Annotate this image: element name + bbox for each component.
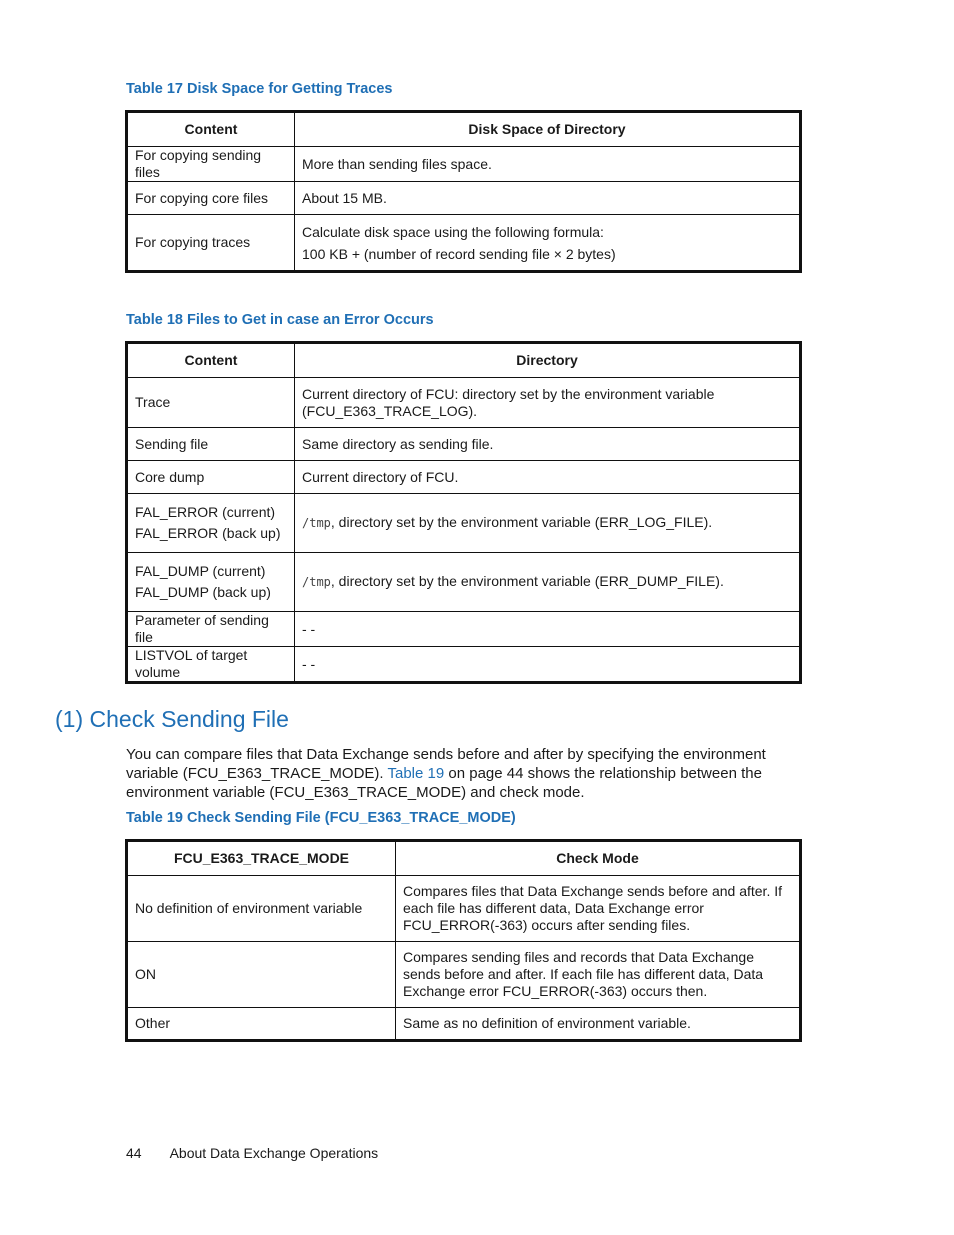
table-19 <box>125 839 802 1042</box>
content-line: FAL_ERROR (current) <box>135 504 276 520</box>
table-cell <box>295 612 801 647</box>
table-19-link[interactable]: Table 19 <box>387 765 445 782</box>
table-row <box>127 876 801 942</box>
directory-text: - - <box>302 655 316 672</box>
column-header: FCU_E363_TRACE_MODE <box>127 841 396 876</box>
table-cell <box>295 461 801 494</box>
table-cell: About 15 MB. <box>295 182 801 215</box>
table-row <box>127 942 801 1008</box>
table-cell: No definition of environment variable <box>127 876 396 942</box>
table-row <box>127 1008 801 1041</box>
table-cell: Sending file <box>127 428 295 461</box>
directory-code: /tmp <box>302 575 331 589</box>
column-header: Directory <box>295 343 801 378</box>
table-row <box>127 553 801 612</box>
column-header: Content <box>127 343 295 378</box>
table-cell <box>295 553 801 612</box>
paragraph-text: on page 44 shows the relationship between the environment variable (FCU_E363_TRACE_MODE) and check mode. <box>126 765 762 801</box>
content-line: FAL_ERROR (back up) <box>135 525 281 541</box>
table-cell: More than sending files space. <box>295 147 801 182</box>
directory-text: Current directory of FCU: directory set by the environment variable (FCU_E363_TRACE_LOG). <box>302 385 715 419</box>
table-19-caption: Table 19 Check Sending File (FCU_E363_TRACE_MODE) <box>126 810 516 826</box>
table-cell: For copying traces <box>127 215 295 272</box>
table-row <box>127 428 801 461</box>
directory-text: - - <box>302 620 316 637</box>
table-17 <box>125 110 802 273</box>
section-paragraph <box>126 745 786 802</box>
table-cell: ON <box>127 942 396 1008</box>
table-row <box>127 461 801 494</box>
section-heading: (1) Check Sending File <box>55 706 289 732</box>
directory-code: /tmp <box>302 516 331 530</box>
table-cell <box>295 215 801 272</box>
table-header-row <box>127 343 801 378</box>
table-cell: Core dump <box>127 461 295 494</box>
table-row <box>127 647 801 683</box>
directory-text: , directory set by the environment variable (ERR_DUMP_FILE). <box>330 573 724 589</box>
directory-text: Same directory as sending file. <box>302 435 494 452</box>
table-cell: LISTVOL of target volume <box>127 647 295 683</box>
table-cell <box>295 428 801 461</box>
directory-text: Current directory of FCU. <box>302 468 459 485</box>
table-cell: Trace <box>127 378 295 428</box>
table-cell <box>127 494 295 553</box>
directory-text: , directory set by the environment variable (ERR_LOG_FILE). <box>330 514 713 530</box>
footer-title: About Data Exchange Operations <box>169 1145 379 1161</box>
content-line: FAL_DUMP (back up) <box>135 584 271 600</box>
formula-intro: Calculate disk space using the following formula: <box>302 223 604 240</box>
table-row <box>127 147 801 182</box>
table-cell <box>295 647 801 683</box>
table-cell: Parameter of sending file <box>127 612 295 647</box>
table-row <box>127 215 801 272</box>
page-number: 44 <box>126 1145 142 1161</box>
table-header-row <box>127 841 801 876</box>
table-18 <box>125 341 802 684</box>
table-cell <box>295 378 801 428</box>
formula-text: 100 KB + (number of record sending file × 2 bytes) <box>302 245 616 262</box>
page-footer <box>126 1145 378 1161</box>
table-cell: Compares sending files and records that Data Exchange sends before and after. If each file has different data, Data Exchange error FCU_ERROR(-363) occurs then. <box>396 942 801 1008</box>
table-cell: For copying sending files <box>127 147 295 182</box>
table-cell <box>127 553 295 612</box>
table-cell: Other <box>127 1008 396 1041</box>
table-cell: For copying core files <box>127 182 295 215</box>
table-17-caption: Table 17 Disk Space for Getting Traces <box>126 81 393 97</box>
column-header: Check Mode <box>396 841 801 876</box>
table-18-caption: Table 18 Files to Get in case an Error Occurs <box>126 312 434 328</box>
table-cell <box>295 494 801 553</box>
paragraph-text: You can compare files that Data Exchange sends before and after by specifying the environment variable (FCU_E363_TRACE_MODE). <box>126 746 766 782</box>
table-cell: Compares files that Data Exchange sends before and after. If each file has different data, Data Exchange error FCU_ERROR(-363) occurs after sending files. <box>396 876 801 942</box>
table-cell: Same as no definition of environment variable. <box>396 1008 801 1041</box>
table-header-row <box>127 112 801 147</box>
column-header: Disk Space of Directory <box>295 112 801 147</box>
table-row <box>127 378 801 428</box>
table-row <box>127 612 801 647</box>
column-header: Content <box>127 112 295 147</box>
table-row <box>127 494 801 553</box>
content-line: FAL_DUMP (current) <box>135 563 266 579</box>
table-row <box>127 182 801 215</box>
